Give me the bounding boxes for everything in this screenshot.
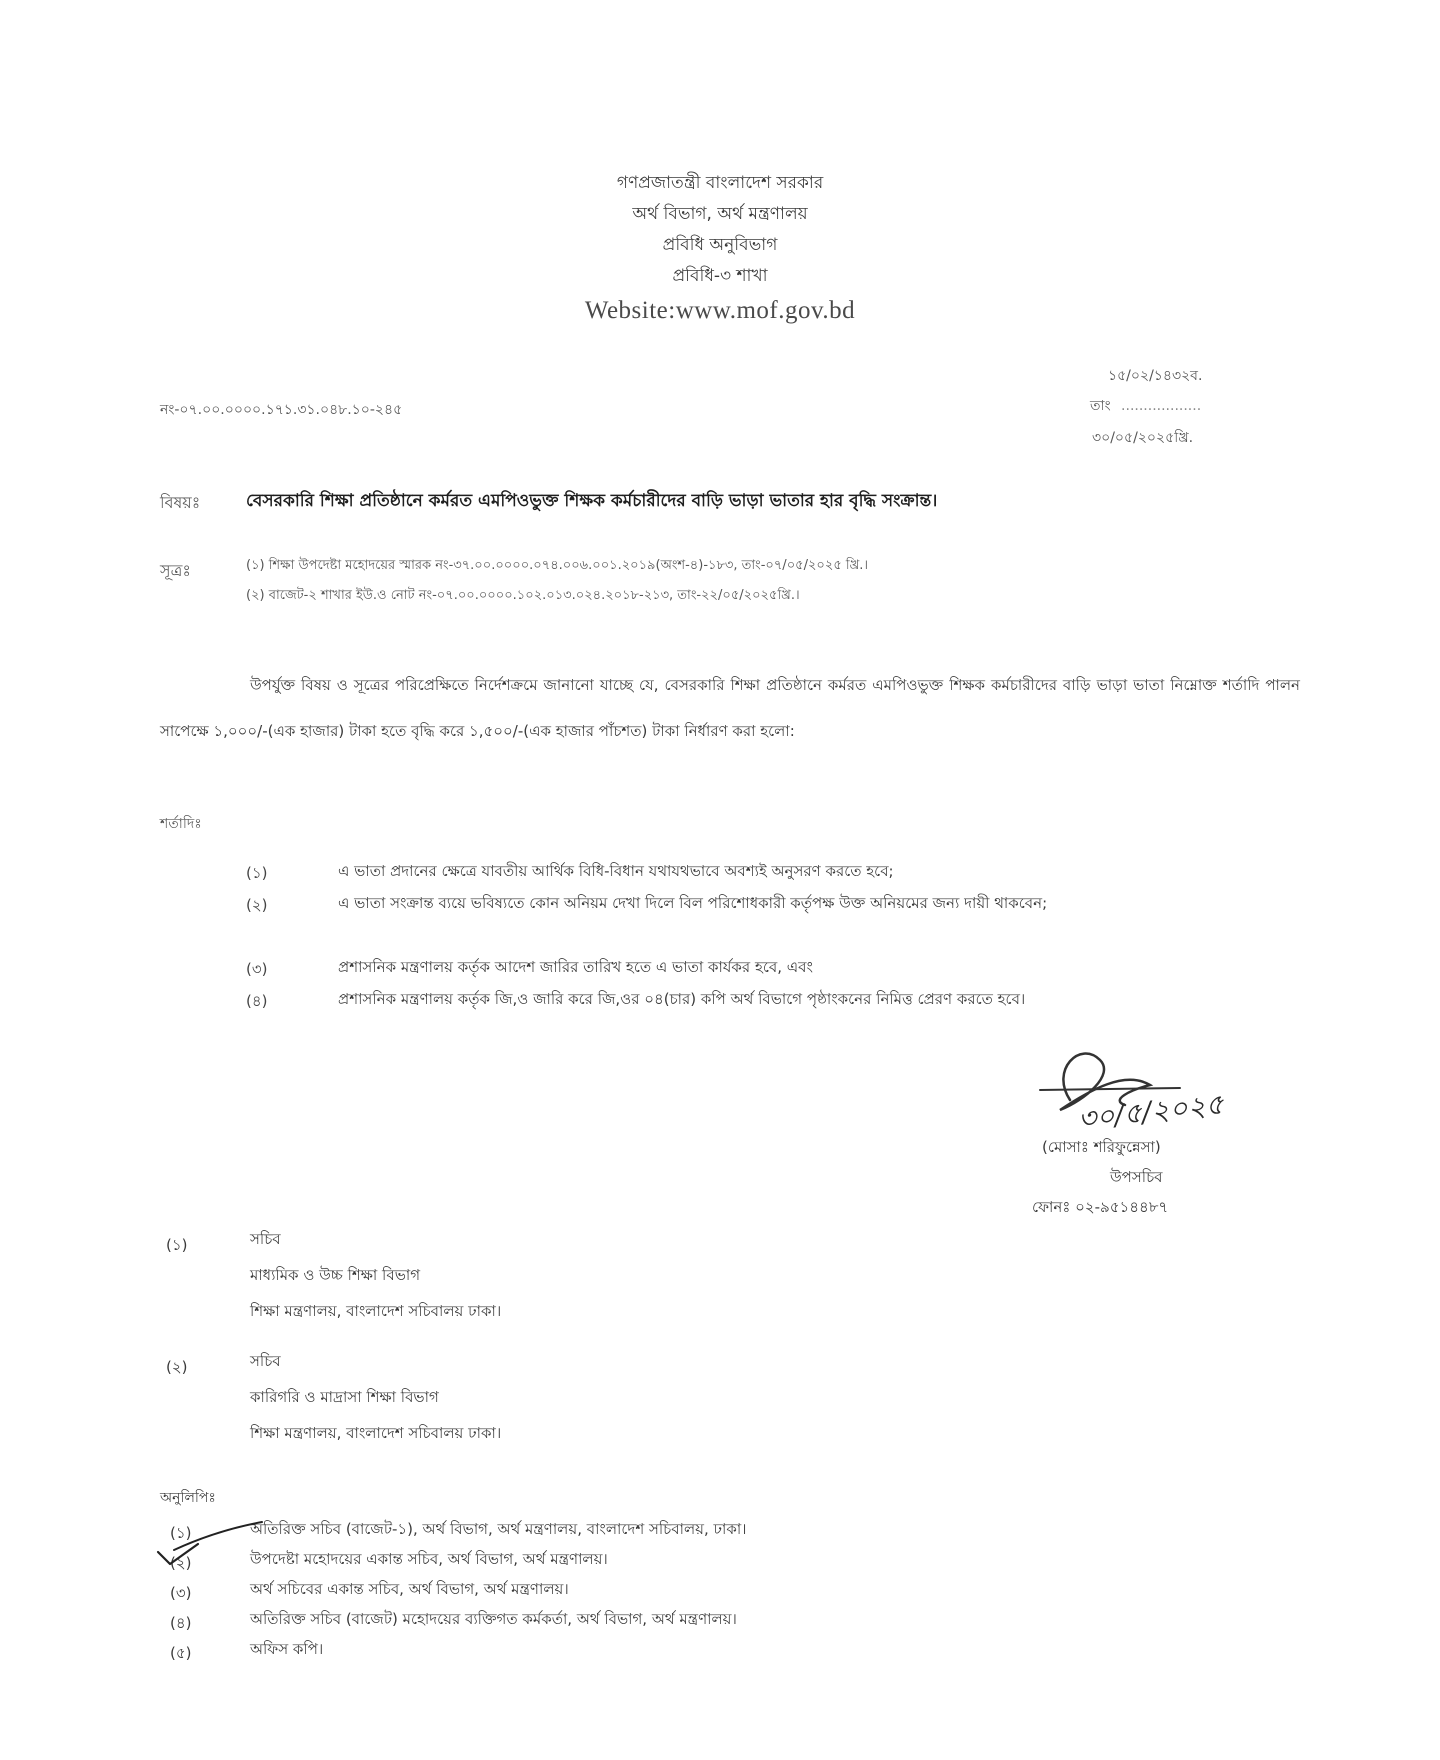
- condition-number: (৪): [246, 992, 268, 1010]
- recipient-line: মাধ্যমিক ও উচ্চ শিক্ষা বিভাগ: [250, 1266, 421, 1284]
- copy-text: অফিস কপি।: [250, 1640, 324, 1658]
- signatory-designation: উপসচিব: [1110, 1168, 1163, 1186]
- copy-number: (২): [170, 1554, 192, 1572]
- copy-text: উপদেষ্টা মহোদয়ের একান্ত সচিব, অর্থ বিভাগ, অর্থ মন্ত্রণালয়।: [250, 1550, 608, 1568]
- signature-date: ৩০/৫/২০২৫: [1076, 1087, 1226, 1136]
- subject-text: বেসরকারি শিক্ষা প্রতিষ্ঠানে কর্মরত এমপিওভুক্ত শিক্ষক কর্মচারীদের বাড়ি ভাড়া ভাতার হার বৃদ্ধি সংক্রান্ত।: [246, 491, 938, 511]
- date-english: ৩০/০৫/২০২৫খ্রি.: [1092, 430, 1194, 446]
- recipient-number: (১): [166, 1236, 188, 1254]
- date-label: তাং ..................: [1090, 398, 1202, 414]
- letterhead: [0, 168, 1440, 330]
- recipient-line: শিক্ষা মন্ত্রণালয়, বাংলাদেশ সচিবালয় ঢাকা।: [250, 1302, 502, 1320]
- condition-text: প্রশাসনিক মন্ত্রণালয় কর্তৃক জি,ও জারি করে জি,ওর ০৪(চার) কপি অর্থ বিভাগে পৃষ্ঠাংকনের নিমিত্ত প্রেরণ করতে হবে।: [338, 990, 1026, 1008]
- body-paragraph: উপর্যুক্ত বিষয় ও সূত্রের পরিপ্রেক্ষিতে নির্দেশক্রমে জানানো যাচ্ছে যে, বেসরকারি শিক্ষা প্রতিষ্ঠানে কর্মরত এমপিওভুক্ত শিক্ষক কর্মচারীদের বাড়ি ভাড়া ভাতা নিম্নোক্ত শর্তাদি পালন সাপেক্ষে ১,০০০/-(এক হাজার) টাকা হতে বৃদ্ধি করে ১,৫০০/-(এক হাজার পাঁচশত) টাকা নির্ধারণ করা হলো:: [160, 676, 1300, 740]
- reference-item: (২) বাজেট-২ শাখার ইউ.ও নোট নং-০৭.০০.০০০০.১০২.০১৩.০২৪.২০১৮-২১৩, তাং-২২/০৫/২০২৫খ্রি.।: [246, 588, 800, 603]
- copy-label: অনুলিপিঃ: [160, 1490, 216, 1506]
- memo-number: নং-০৭.০০.০০০০.১৭১.৩১.০৪৮.১০-২৪৫: [160, 402, 403, 418]
- copy-text: অর্থ সচিবের একান্ত সচিব, অর্থ বিভাগ, অর্থ মন্ত্রণালয়।: [250, 1580, 569, 1598]
- condition-number: (৩): [246, 960, 268, 978]
- copy-text: অতিরিক্ত সচিব (বাজেট) মহোদয়ের ব্যক্তিগত কর্মকর্তা, অর্থ বিভাগ, অর্থ মন্ত্রণালয়।: [250, 1610, 737, 1628]
- signatory-name: (মোসাঃ শরিফুন্নেসা): [1042, 1138, 1161, 1156]
- recipient-line: শিক্ষা মন্ত্রণালয়, বাংলাদেশ সচিবালয় ঢাকা।: [250, 1424, 502, 1442]
- website: Website:www.mof.gov.bd: [584, 297, 856, 324]
- condition-text: প্রশাসনিক মন্ত্রণালয় কর্তৃক আদেশ জারির তারিখ হতে এ ভাতা কার্যকর হবে, এবং: [338, 958, 813, 976]
- copy-number: (৩): [170, 1584, 192, 1602]
- date-bangla: ১৫/০২/১৪৩২ব.: [1108, 368, 1203, 384]
- wing-name: প্রবিধি অনুবিভাগ: [662, 235, 778, 255]
- recipient-line: সচিব: [250, 1352, 281, 1370]
- division-name: অর্থ বিভাগ, অর্থ মন্ত্রণালয়: [632, 204, 808, 224]
- signatory-phone: ফোনঃ ০২-৯৫১৪৪৮৭: [1032, 1198, 1169, 1216]
- conditions-label: শর্তাদিঃ: [160, 816, 202, 832]
- recipient-line: সচিব: [250, 1230, 281, 1248]
- branch-name: প্রবিধি-৩ শাখা: [672, 266, 768, 286]
- govt-name: গণপ্রজাতন্ত্রী বাংলাদেশ সরকার: [616, 173, 824, 193]
- reference-label: সূত্রঃ: [160, 561, 191, 580]
- copy-number: (৫): [170, 1644, 192, 1662]
- condition-text: এ ভাতা সংক্রান্ত ব্যয়ে ভবিষ্যতে কোন অনিয়ম দেখা দিলে বিল পরিশোধকারী কর্তৃপক্ষ উক্ত অনিয়মের জন্য দায়ী থাকবেন;: [338, 894, 1048, 912]
- copy-number: (৪): [170, 1614, 192, 1632]
- subject-label: বিষয়ঃ: [160, 493, 201, 512]
- condition-number: (১): [246, 864, 268, 882]
- recipient-number: (২): [166, 1358, 188, 1376]
- condition-number: (২): [246, 896, 268, 914]
- condition-text: এ ভাতা প্রদানের ক্ষেত্রে যাবতীয় আর্থিক বিধি-বিধান যথাযথভাবে অবশ্যই অনুসরণ করতে হবে;: [338, 862, 894, 880]
- check-mark-icon: [150, 1508, 290, 1578]
- copy-text: অতিরিক্ত সচিব (বাজেট-১), অর্থ বিভাগ, অর্থ মন্ত্রণালয়, বাংলাদেশ সচিবালয়, ঢাকা।: [250, 1520, 747, 1538]
- recipient-line: কারিগরি ও মাদ্রাসা শিক্ষা বিভাগ: [250, 1388, 439, 1406]
- reference-item: (১) শিক্ষা উপদেষ্টা মহোদয়ের স্মারক নং-৩৭.০০.০০০০.০৭৪.০০৬.০০১.২০১৯(অংশ-৪)-১৮৩, তাং-০৭/০৫/২০২৫ খ্রি.।: [246, 558, 869, 573]
- copy-number: (১): [170, 1524, 192, 1542]
